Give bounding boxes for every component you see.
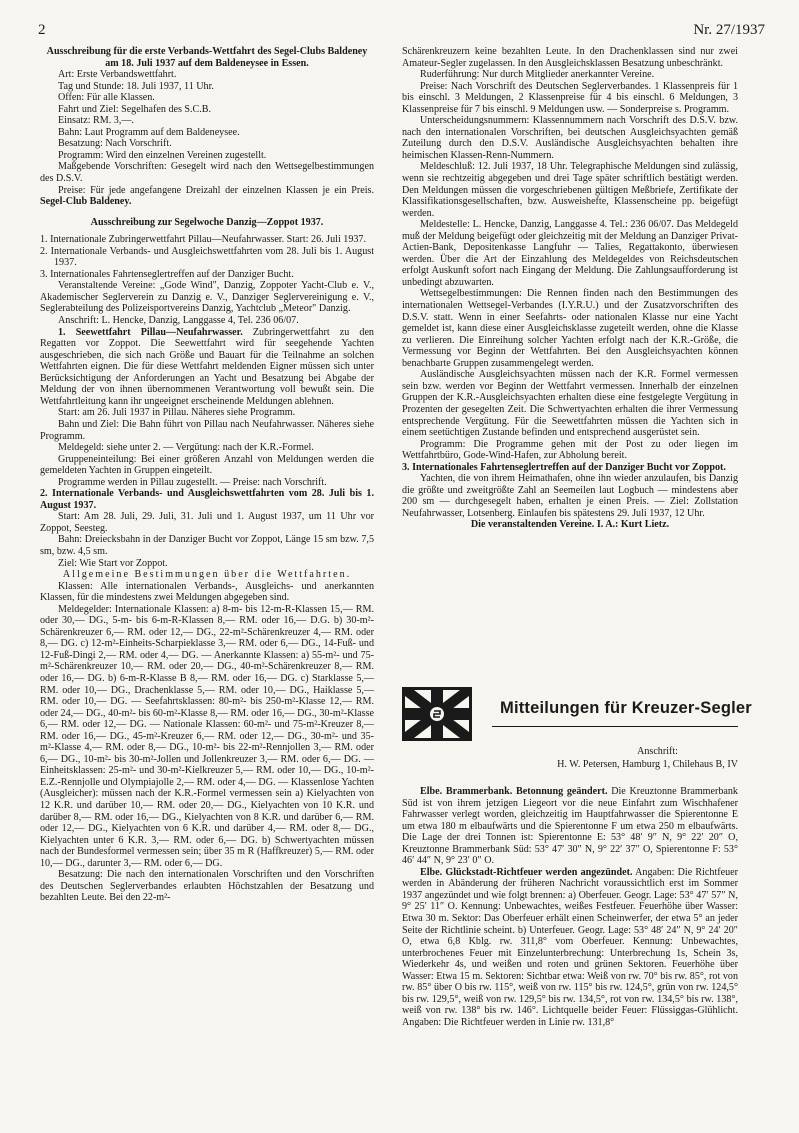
elbe-brammerbank-title: Elbe. Brammerbank. Betonnung geändert. [420, 786, 608, 797]
organizers-signature: Die veranstaltenden Vereine. I. A.: Kurt Lietz. [470, 519, 670, 531]
section-2-bahn: Bahn: Dreiecksbahn in der Danziger Bucht vor Zoppot, Länge 15 sm bzw. 7,5 sm, bzw. 4,5 sm. [40, 534, 374, 557]
danzig-heading: Ausschreibung zur Segelwoche Danzig—Zoppot 1937. [90, 216, 324, 228]
danzig-anschrift: Anschrift: L. Hencke, Danzig, Langgasse 4, Tel. 236 06/07. [58, 315, 299, 327]
meldestelle: Meldestelle: L. Hencke, Danzig, Langgasse 4. Tel.: 236 06/07. Das Meldegeld muß der Meldung beigefügt oder gleichzeitig mit der Meldung an Danziger Privat-Actien-Bank, Depositenkasse Langfuhr — Talies, Regattakonto, überwiesen werden. Über die Art der Einzahlung des Meldegeldes von Reichsdeutschen erfolgt Auskunft sofort nach Eingang der Meldung. Die Zahlungsaufforderung ist unbedingt abzuwarten. [402, 219, 738, 288]
ruderfuehrung: Ruderführung: Nur durch Mitglieder anerkannter Vereine. [420, 69, 655, 81]
kreuzer-banner [402, 687, 752, 743]
section-1-text: Zubringerwettfahrt zu den Regatten vor Zoppot. Die Seewettfahrt wird für seegehende Yachten ausgeschrieben, die sich nach Größe und Bauart für die Teilnahme an solchen Wettfahrten eignen. Die für diese Wettfahrt meldenden Eigner müssen sich unter Berücksichtigung der Anforderungen an Yacht und Besatzung bei Abgabe der Meldung der von ihnen übernommenen Verantwortung voll bewußt sein. Die Wettfahrtleitung kann ihr ungeeignet erscheinende Meldungen ablehnen. [40, 326, 374, 407]
kreuzer-address [402, 745, 738, 771]
danzig-list [40, 234, 374, 280]
unterscheidung: Unterscheidungsnummern: Klassennummern nach Vorschrift des D.S.V. bzw. nach den internationalen Vorschriften, bei deutschen Ausgleichsyachten gemäß Zuteilung durch den D.S.V. Ausländische Ausgleichsyachten behalten ihre heimischen Klassen-Renn-Nummern. [402, 115, 738, 161]
elbe-glueckstadt [402, 867, 738, 1029]
section-1-meldegeld: Meldegeld: siehe unter 2. — Vergütung: nach der K.R.-Formel. [58, 442, 314, 454]
club-flag-icon [402, 687, 472, 741]
elbe-brammerbank-text: Die Kreuztonne Brammerbank Süd ist von ihrem jetzigen Liegeort vor die neue Einfahrt zum Wischhafener Fahrwasser verlegt worden, gleichzeitig im Hauptfahrwasser die Spierentonne E um etwa 180 m elbaufwärts und die Spierentonne F um etwa 250 m elbaufwärts. Die Lage der drei Tonnen ist: Spierentonne E: 53° 48′ 9″ N, 9° 22′ 20″ O, Kreuztonne Brammerbank Süd: 53° 47′ 30″ N, 9° 22′ 37″ O, Spierentonne F: 53° 46′ 44″ N, 9° 23′ 0″ O. [402, 786, 738, 867]
section-1-bahn: Bahn und Ziel: Die Bahn führt von Pillau nach Neufahrwasser. Näheres siehe Programm. [40, 418, 374, 442]
baldeney-programm: Programm: Wird den einzelnen Vereinen zugestellt. [58, 149, 267, 161]
danzig-vereine: Veranstaltende Vereine: „Gode Wind", Danzig, Zoppoter Yacht-Club e. V., Akademischer Seglerverein zu Danzig e. V., Danziger Seglervereinigung e. V., Seglerabteilung des Polizeisportvereins Danzig, Yachtclub „Meteor" Danzig. [40, 280, 374, 315]
auslaendische: Ausländische Ausgleichsyachten müssen nach der K.R. Formel vermessen sein bzw. werden vor Beginn der Wettfahrt vermessen. Innerhalb der einzelnen Gruppen der K.R.-Ausgleichsyachten erhalten diese eine festgelegte Vergütung in Prozenten der gesegelten Zeit. Die Schwertyachten erhalten die ihrer Vermessung entsprechende Vergütung. Für die Seewettfahrten müssen die Yachten sich in einem seetüchtigen Zustande befinden und entsprechend ausgerüstet sein. [402, 369, 738, 439]
baldeney-einsatz: Einsatz: RM. 3,—. [58, 115, 134, 127]
meldegelder: Meldegelder: Internationale Klassen: a) 8-m- bis 12-m-R-Klassen 15,— RM. oder 30,— DG., 5-m- bis 6-m-R-Klassen 8,— RM. oder 16,— D.G. b) 30-m²-Schärenkreuzer 6,— RM. oder 12,— DG., 22-m²-Schärenkreuzer 4,— RM. oder 8,— DG. c) 12-m²-Einheits-Scharpieklasse 3,— RM. oder 6,— DG., 14-Fuß- und 12-Fuß-Dingi 2,— RM. oder 4,— DG. — Anerkannte Klassen: a) 55-m²- und 75-m²-Schärenkreuzer 10,— RM. oder 20,— DG., 40-m²-Schärenkreuzer 8,— RM. oder 16,— DG. b) 6-m-R-Klasse B 8,— RM. oder 16,— DG. c) Starklasse 5,— RM. oder 10,— DG., Drachenklasse 5,— RM. oder 10,— DG., Haiklasse 5,— RM. oder 10,— DG. — Seefahrtsklassen: 80-m²- bis 250-m²-Klasse 12,— RM. oder 24,— DG., 40-m²- bis 60-m²-Klasse 8,— RM. oder 16,— DG., 30-m²-Klasse 6,— RM. oder 12,— DG. — Nationale Klassen: 60-m²- und 75-m²-Kreuzer 8,— RM. oder 16,— DG., 45-m²-Kreuzer 6,— RM. oder 12,— DG., 30-m²- und 35-m²-Klasse 4,— RM. oder 8,— DG., 10-m²- bis 22-m²-Rennjollen 3,— RM. oder 6,— DG., 10-m²- bis 30-m²-Jollen und Jollenkreuzer 3,— RM. oder 6,— DG. — Einheitsklassen: 25-m²- und 30-m²-Kielkreuzer 5,— RM. oder 10,— DG., 10-m²-E.Z.-Rennjolle und Olympiajolle 2,— RM. oder 4,— DG. — Klassenlose Yachten (Ausgleicher): müssen nach der K.R.-Formel vermessen sein a) Kielyachten von 12 K.R. und darüber 10,— RM. oder 20,— DG., Kielyachten von 10 K.R. und darüber 8,— RM. oder 16,— DG., Kielyachten von 8 K.R. und darüber 6,— RM. oder 12,— DG., Kielyachten von 6 K.R. und darüber 4,— RM. oder 8,— DG., Kielyachten unter 6 K.R. 3,— RM. oder 6,— DG. b) Schwertyachten müssen nach der Bundesformel vermessen sein; über 35 m R (Haffkreuzer) 5,— RM. oder 10,— DG., darunter 3,— RM. oder 6,— DG. [40, 603, 374, 869]
baldeney-signature: Segel-Club Baldeney. [40, 196, 132, 208]
baldeney-fahrt: Fahrt und Ziel: Segelhafen des S.C.B. [58, 103, 212, 115]
elbe-glueckstadt-title: Elbe. Glückstadt-Richtfeuer werden angezündet. [420, 866, 633, 878]
banner-title: Mitteilungen für Kreuzer-Segler [500, 699, 752, 717]
baldeney-heading: Ausschreibung für die erste Verbands-Wettfahrt des Segel-Clubs Baldeney am 18. Juli 1937 auf dem Baldeneysee in Essen. [46, 46, 368, 69]
section-2-title: 2. Internationale Verbands- und Ausgleichswettfahrten vom 28. Juli bis 1. August 1937. [40, 488, 374, 511]
left-column [40, 46, 374, 904]
right-column [402, 46, 738, 531]
section-1-gruppen: Gruppeneinteilung: Bei einer größeren Anzahl von Meldungen werden die gemeldeten Yachten in Gruppen eingeteilt. [40, 453, 374, 477]
wettsegel: Wettsegelbestimmungen: Die Rennen finden nach den Bestimmungen des internationalen Wettsegel-Verbandes (I.Y.R.U.) und der Zusatzvorschriften des D.S.V. statt. Wenn in einer Seefahrts- oder nationalen Klasse nur eine Yacht gemeldet ist, kann diese einer Ausgleichsklasse zugeteilt werden, ohne die Klasse zu verlieren. Die Einreihung solcher Yachten erfolgt nach der K.R.-Größe, die Vermessung vor Beginn der Wettfahrten. Bei den Ausgleichsyachten können benachbarte Gruppen zusammengelegt werden. [402, 288, 738, 369]
baldeney-bahn: Bahn: Laut Programm auf dem Baldeneysee. [58, 126, 240, 138]
baldeney-preise [40, 185, 374, 208]
klassen: Klassen: Alle internationalen Verbands-, Ausgleichs- und anerkannten Klassen, für die mindestens zwei Meldungen abgegeben sind. [40, 580, 374, 604]
issue-number: Nr. 27/1937 [693, 22, 765, 38]
baldeney-vorschriften: Maßgebende Vorschriften: Gesegelt wird nach den Wettsegelbestimmungen des D.S.V. [40, 161, 374, 185]
page-number: 2 [38, 22, 46, 38]
section-3-title: 3. Internationales Fahrtenseglertreffen auf der Danziger Bucht vor Zoppot. [402, 461, 726, 473]
section-2-ziel: Ziel: Wie Start vor Zoppot. [58, 557, 168, 569]
kreuzer-notices [402, 786, 738, 1028]
section-1-start: Start: am 26. Juli 1937 in Pillau. Näheres siehe Programm. [58, 407, 296, 419]
baldeney-besatzung: Besatzung: Nach Vorschrift. [58, 138, 172, 150]
elbe-glueckstadt-text: Angaben: Die Richtfeuer werden in Abänderung der früheren Nachricht voraussichtlich erst im Sommer 1937 angezündet und wie folgt brennen: a) Oberfeuer. Geogr. Lage: 53° 47′ 57″ N, 9° 25′ 11″ O. Kennung: Unbewachtes, weißes Festfeuer. Feuerhöhe über Wasser: Etwa 30 m. Sektor: Das Oberfeuer erhält einen Scheinwerfer, der etwa 5° an jeder Seite der Richtlinie scheint. b) Unterfeuer. Geogr. Lage: 53° 48′ 24″ N, 9° 24′ 20″ O, etwa 6,8 Kblg. rw. 311,8° vom Oberfeuer. Kennung: Unbewachtes, unterbrochenes Feuer mit Einzelunterbrechung: Unterbrechung 1s, Schein 3s, Wiederkehr 4s, und weißen und roten und grünen Sektoren. Feuerhöhe über Wasser: Etwa 15 m. Sektoren: Sichtbar etwa: Weiß von rw. 70° bis rw. 85°, rot von rw. 85° über O bis rw. 115°, weiß von rw. 115° bis rw. 124,5°, grün von rw. 124,5° bis rw. 129,5°, weiß von rw. 129,5° bis rw. 134,5°, rot von rw. 134,5° bis rw. 138°, weiß von rw. 138° bis rw. 146°. Lichtquelle beider Feuer: Flüssiggas-Glühlicht. Angaben: Die Richtfeuer werden in Linie rw. 131,8° [402, 866, 738, 1028]
meldeschluss: Meldeschluß: 12. Juli 1937, 18 Uhr. Telegraphische Meldungen sind zulässig, wenn sie rechtzeitig abgegeben und drei Tage später schriftlich bestätigt werden. Den Meldungen müssen die vorgeschriebenen gültigen Meßbriefe, Zertifikate der Klassifikationsgesellschaften, bzw. Ausweishefte, Klassenscheine pp. beigefügt werden. [402, 161, 738, 219]
allgemeine-heading: Allgemeine Bestimmungen über die Wettfahrten. [62, 569, 352, 581]
section-1-programme: Programme werden in Pillau zugestellt. — Preise: nach Vorschrift. [58, 476, 327, 488]
baldeney-offen: Offen: Für alle Klassen. [58, 92, 155, 104]
list-item: 2. Internationale Verbands- und Ausgleichswettfahrten vom 28. Juli bis 1. August 1937. [40, 245, 374, 269]
programm: Programm: Die Programme gehen mit der Post zu oder liegen im Wettfahrtbüro, Gode-Wind-Hafen, zur Abholung bereit. [402, 438, 738, 462]
section-1-title: 1. Seewettfahrt Pillau—Neufahrwasser. [58, 326, 243, 338]
section-3-text: Yachten, die von ihrem Heimathafen, ohne ihn wieder anzulaufen, bis Danzig die größte und zweitgrößte Zahl an Seemeilen laut Logbuch — mindestens aber 200 sm — durchgesegelt haben, erhalten je einen Preis. — Ziel: Zollstation Neufahrwasser, Lotsenberg. Einlaufen bis spätestens 29. Juli 1937, 12 Uhr. [402, 473, 738, 519]
section-2-start: Start: Am 28. Juli, 29. Juli, 31. Juli und 1. August 1937, um 11 Uhr vor Zoppot, Seesteg. [40, 511, 374, 534]
list-item: 3. Internationales Fahrtenseglertreffen auf der Danziger Bucht. [40, 268, 294, 280]
besatzung-2: Besatzung: Die nach den internationalen Vorschriften und den Vorschriften des Deutschen Seglerverbandes erlaubten Höchstzahlen der Besatzung und bezahlten Leute. Bei den 22-m²- [40, 869, 374, 904]
baldeney-art: Art: Erste Verbandswettfahrt. [58, 69, 177, 81]
address-label: Anschrift: [637, 746, 678, 757]
elbe-brammerbank [402, 786, 738, 867]
baldeney-preise-text: Preise: Für jede angefangene Dreizahl der einzelnen Klassen je ein Preis. [58, 184, 374, 196]
baldeney-tag: Tag und Stunde: 18. Juli 1937, 11 Uhr. [58, 80, 214, 92]
list-item: 1. Internationale Zubringerwettfahrt Pillau—Neufahrwasser. Start: 26. Juli 1937. [40, 234, 367, 246]
section-1 [40, 327, 374, 408]
address-value: H. W. Petersen, Hamburg 1, Chilehaus B, IV [557, 759, 738, 770]
preise: Preise: Nach Vorschrift des Deutschen Seglerverbandes. 1 Klassenpreis für 1 bis einschl. 3 Meldungen, 2 Klassenpreise für 4 bis einschl. 6 Meldungen, 3 Klassenpreise für 7 bis einschl. 9 Meldungen usw. — Sonderpreise s. Programm. [402, 80, 738, 115]
banner-rule [492, 726, 738, 727]
continuation: Schärenkreuzern keine bezahlten Leute. In den Drachenklassen sind nur zwei Amateur-Segler zugelassen. In den Ausgleichsklassen Besatzung unbeschränkt. [402, 46, 738, 69]
